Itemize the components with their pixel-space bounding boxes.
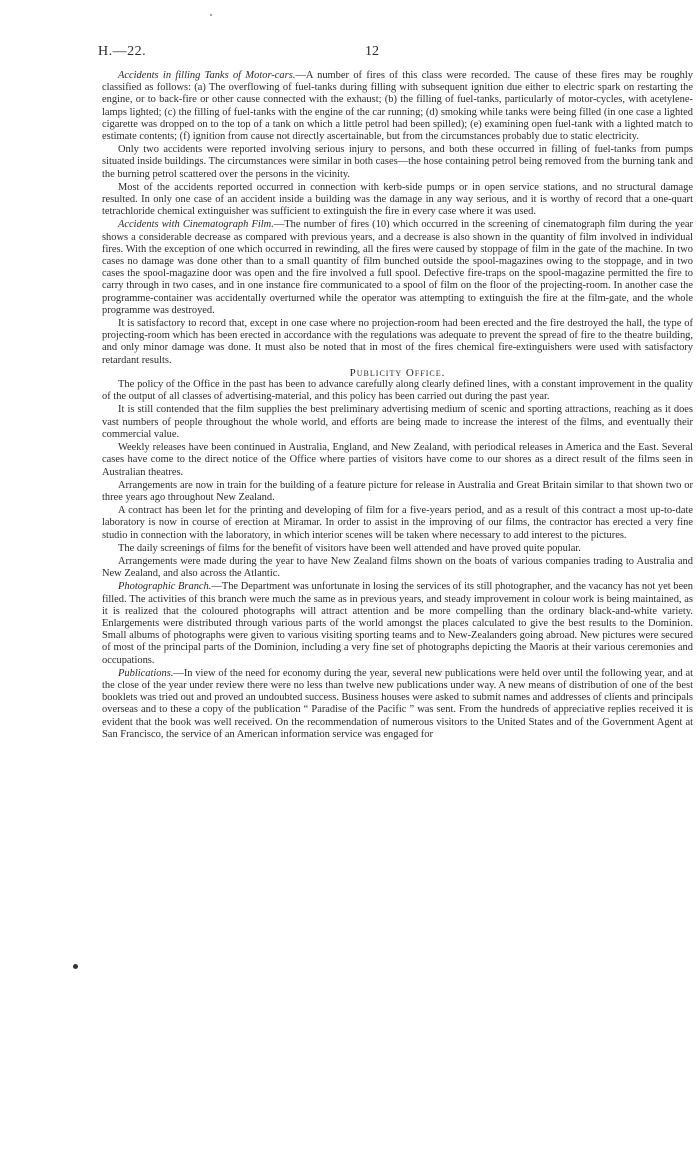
paragraph-heading: Publications. — [118, 667, 174, 679]
paragraph-text: It is satisfactory to record that, except in one case where no projection-room had been erected and the fire destroyed the hall, the type of projecting-room which has been erected in accordance with the regulations was adequate to prevent the spread of fire to the theatre building, and only minor damage was done. It must also be noted that in most of the fires chemical fire-extinguishers were used with satisfactory retardant results. — [102, 318, 693, 366]
paragraph-injuries — [102, 144, 693, 181]
paragraph-heading: Photographic Branch. — [118, 581, 212, 593]
paragraph-text: —The Department was unfortunate in losing the services of its still photographer, and the vacancy has not yet been filled. The activities of this branch were much the same as in previous years, and steady improvement in colour work is being maintained, as it is realized that the coloured photographs will attract attention and be more compelling than the ordinary black-and-white variety. Enlargements were distributed through various parts of the world amongst the places calculated to give the best results to the Dominion. Small albums of photographs were given to various visiting sporting teams and to New-Zealanders going abroad. New pictures were secured of most of the principal parts of the Dominion, including a very fine set of photographs depicting the Maoris at their various ceremonies and occupations. — [102, 581, 693, 666]
paragraph-text: Weekly releases have been continued in Australia, England, and New Zealand, with periodical releases in America and the East. Several cases have come to the direct notice of the Office where parties of visitors have come to our shores as a direct result of the films seen in Australian theatres. — [102, 442, 693, 478]
paragraph-screenings — [102, 543, 693, 555]
section-title: Publicity Office. — [349, 366, 446, 379]
document-reference: H.—22. — [98, 44, 147, 59]
margin-bullet-mark — [73, 964, 78, 969]
paragraph-text: The policy of the Office in the past has been to advance carefully along clearly defined lines, with a constant improvement in the quality of the output of all classes of advertising-material, and this policy has been carried out during the past year. — [102, 379, 693, 403]
paragraph-text: It is still contended that the film supplies the best preliminary advertising medium of scenic and sporting attractions, reaching as it does vast numbers of people throughout the whole world, and efforts are being made to increase the interest of the films, and eventually their commercial value. — [102, 404, 693, 440]
paragraph-text: Most of the accidents reported occurred in connection with kerb-side pumps or in open service stations, and no structural damage resulted. In only one case of an accident inside a building was the damage in any way serious, and it is worthy of record that a one-quart tetrachloride chemical extinguisher was sufficient to extinguish the fire in every case where it was used. — [102, 181, 693, 218]
paragraph-heading: Accidents in filling Tanks of Motor-cars. — [118, 70, 296, 81]
paragraph-kerb-side — [102, 182, 693, 219]
paragraph-boats — [102, 556, 693, 580]
paragraph-feature-picture — [102, 480, 693, 504]
paragraph-heading: Accidents with Cinematograph Film. — [118, 219, 274, 231]
paragraph-text: —A number of fires of this class were recorded. The cause of these fires may be roughly classified as follows: (a) The overflowing of fuel-tanks during filling with subsequent ignition due either to electric spark on restarting the engine, or to back-fire or other cause connected with the exhaust; (b) the filling of fuel-tanks, particularly of motor-cycles, with acetylene-lamps lighted; (c) the filling of fuel-tanks with the engine of the car running; (d) smoking while tanks were being filled (in one case a lighted cigarette was dropped on to the top of a tank on which a little petrol had been spilled); (e) examining open fuel-tank with a lighted match to estimate contents; (f) ignition from cause not directly ascertainable, but from the circumstances probably due to static electricity. — [102, 70, 693, 143]
speck-mark — [210, 14, 212, 16]
paragraph-text: —The number of fires (10) which occurred in the screening of cinematograph film during the year shows a considerable decrease as compared with previous years, and a decrease is also shown in the quantity of film involved in individual fires. With the exception of one which occurred in rewinding, all the fires were caused by stoppage of film in the gate of the machine. In two cases no damage was done other than to a small quantity of film bunched outside the spool-magazines owing to the stoppage, and in two cases the spool-magazine door was open and the fire involved a full spool. Defective fire-traps on the spool-magazine permitted the fire to carry through in two cases, and in one instance fire communicated to a spool of film on the floor of the projecting-room. In another case the programme-container was accidentally overturned while the operator was attempting to extinguish the fire at the film-gate, and the whole programme was destroyed. — [102, 219, 693, 316]
paragraph-weekly-releases — [102, 442, 693, 479]
paragraph-film-medium — [102, 404, 693, 441]
paragraph-photographic-branch — [102, 581, 693, 666]
paragraph-text: —In view of the need for economy during the year, several new publications were held over until the following year, and at the close of the year under review there were no less than twelve new publications under way. A new means of distribution of one of the best booklets was tried out and proved an undoubted success. Business houses were asked to submit names and addresses of clients and principals overseas and to these a copy of the publication “ Paradise of the Pacific ” was sent. From the hundreds of appreciative replies received it is evident that the book was well received. On the recommendation of numerous visitors to the United States and of the Government Agent at San Francisco, the service of an American information service was engaged for — [102, 667, 693, 740]
paragraph-projection-room — [102, 318, 693, 367]
paragraph-text: Only two accidents were reported involving serious injury to persons, and both these occurred in filling of fuel-tanks from pumps situated inside buildings. The circumstances were similar in both cases—the hose containing petrol being removed from the burning tank and the burning petrol scattered over the persons in the vicinity. — [102, 144, 693, 180]
page-number: 12 — [365, 44, 379, 59]
paragraph-motor-cars — [102, 70, 693, 143]
paragraph-text: Arrangements are now in train for the building of a feature picture for release in Australia and Great Britain similar to that shown two or three years ago throughout New Zealand. — [102, 479, 693, 503]
paragraph-text: A contract has been let for the printing and developing of film for a five-years period, and as a result of this contract a most up-to-date laboratory is now in course of erection at Miramar. In order to assist in the improving of our films, the contractor has erected a very fine studio in connection with the laboratory, in which interior scenes will be taken where necessary to add interest to the pictures. — [102, 505, 693, 541]
paragraph-text: The daily screenings of films for the benefit of visitors have been well attended and have proved quite popular. — [118, 542, 581, 554]
page-header — [98, 44, 598, 64]
paragraph-contract — [102, 505, 693, 542]
paragraph-publications — [102, 668, 693, 741]
paragraph-text: Arrangements were made during the year to have New Zealand films shown on the boats of various companies trading to Australia and New Zealand, and also across the Atlantic. — [102, 555, 693, 580]
paragraph-policy — [102, 379, 693, 403]
paragraph-cinematograph — [102, 219, 693, 317]
body-text — [102, 70, 693, 741]
